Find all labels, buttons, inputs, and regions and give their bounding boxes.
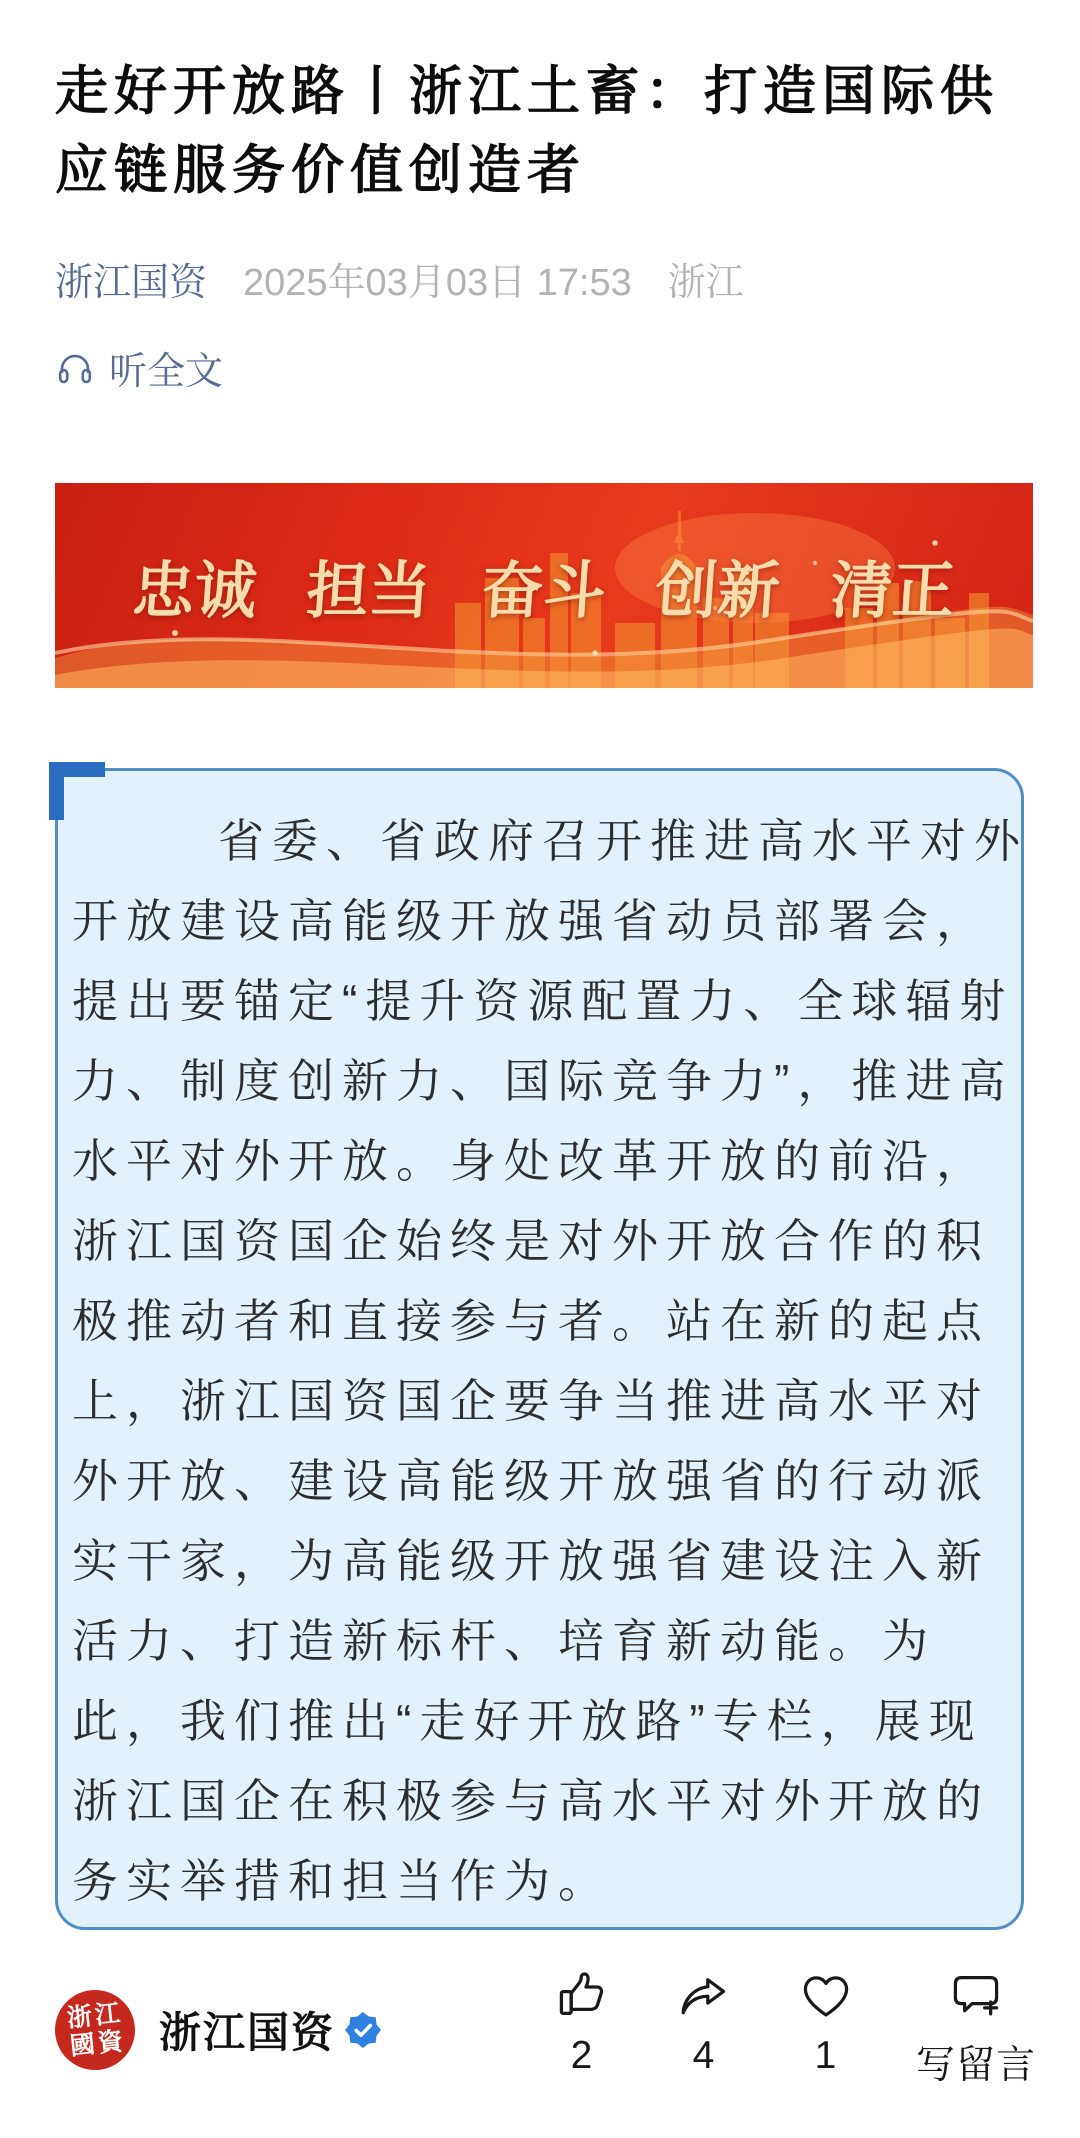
like-count: 2 [570,2034,594,2077]
banner-word: 忠诚 [130,554,260,627]
corner-bracket-decoration [49,762,105,820]
publish-date: 2025年03月03日 17:53 [243,262,632,304]
body-line: 水平对外开放。身处改革开放的前沿， [72,1135,990,1187]
body-line: 实干家，为高能级开放强省建设注入新 [72,1535,990,1587]
comment-button[interactable] [916,1970,1036,2090]
article-body-box [55,768,1028,1930]
article-header [0,52,1080,395]
article-page [0,52,1080,2090]
like-button[interactable] [550,1970,614,2078]
banner-word: 清正 [828,554,958,627]
action-bar [550,1970,1036,2090]
banner-image[interactable] [55,483,1033,688]
comment-label: 写留言 [915,2044,1036,2087]
share-button[interactable] [672,1970,736,2078]
body-line: 外开放、建设高能级开放强省的行动派 [72,1455,990,1507]
publish-location: 浙江 [667,262,744,304]
avatar-seal-text: 浙 江 國 資 [65,1998,125,2061]
thumbs-up-icon [556,1970,608,2022]
heart-count: 1 [814,2034,838,2077]
body-line: 提出要锚定“提升资源配置力、全球辐射 [72,975,1014,1027]
banner-word: 创新 [653,554,783,627]
listen-button[interactable] [55,340,1030,395]
page-title: 走好开放路丨浙江土畜：打造国际供应链服务价值创造者 [55,62,999,200]
body-line: 浙江国企在积极参与高水平对外开放的 [72,1775,990,1827]
banner-slogan [55,483,1033,688]
account-avatar[interactable] [55,1990,135,2070]
banner-word: 奋斗 [479,554,609,627]
body-line: 力、制度创新力、国际竞争力”，推进高 [72,1055,1014,1107]
body-line: 省委、省政府召开推进高水平对外 [218,815,1028,867]
account-name[interactable]: 浙江国资 [159,2009,336,2056]
heart-icon [800,1970,852,2022]
body-line: 极推动者和直接参与者。站在新的起点 [72,1295,990,1347]
author-link[interactable]: 浙江国资 [55,262,208,304]
footer-bar [0,1970,1080,2090]
article-meta [55,260,1030,306]
body-line: 上，浙江国资国企要争当推进高水平对 [72,1375,990,1427]
body-line: 浙江国资国企始终是对外开放合作的积 [72,1215,990,1267]
listen-label: 听全文 [109,351,224,393]
headphones-icon [55,348,95,388]
share-count: 4 [692,2034,716,2077]
banner-word: 担当 [304,554,434,627]
body-line: 此，我们推出“走好开放路”专栏，展现 [72,1695,983,1747]
body-line: 开放建设高能级开放强省动员部署会， [72,895,990,947]
verified-badge-icon [345,2012,381,2048]
body-line: 活力、打造新标杆、培育新动能。为 [72,1615,936,1667]
share-arrow-icon [678,1970,730,2022]
comment-plus-icon [950,1970,1002,2022]
heart-button[interactable] [794,1970,858,2078]
body-line: 务实举措和担当作为。 [72,1855,612,1907]
